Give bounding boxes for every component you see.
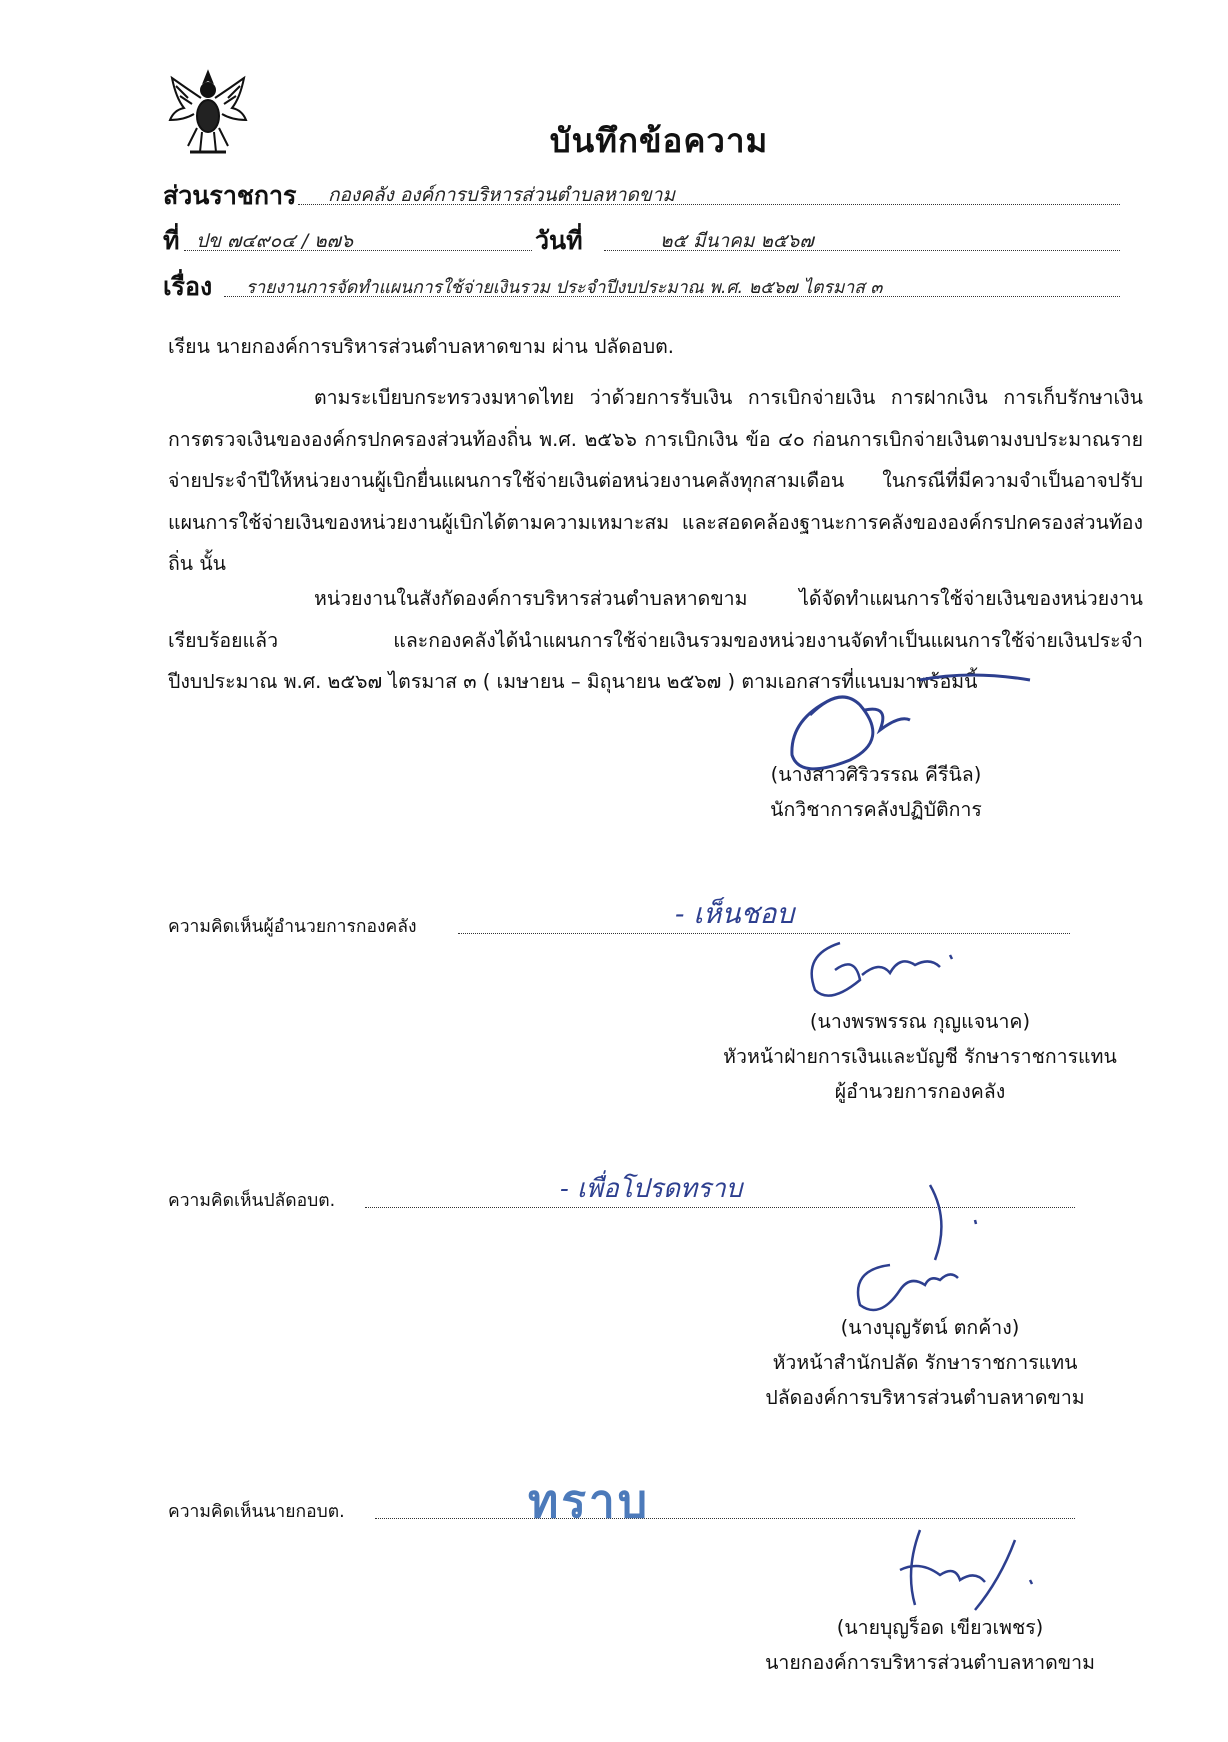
ref-label: ที่ bbox=[163, 226, 180, 255]
signer-2-name: (นางพรพรรณ กุญแจนาค) bbox=[809, 1010, 1031, 1033]
signer-3-name: (นางบุญรัตน์ ตกค้าง) bbox=[840, 1316, 1020, 1339]
subject-value: รายงานการจัดทำแผนการใช้จ่ายเงินรวม ประจำปีงบประมาณ พ.ศ. ๒๕๖๗ ไตรมาส ๓ bbox=[246, 278, 883, 298]
comment-3-dotted-line bbox=[375, 1518, 1075, 1519]
date-value: ๒๕ มีนาคม ๒๕๖๗ bbox=[660, 230, 814, 252]
comment-1-label: ความคิดเห็นผู้อำนวยการกองคลัง bbox=[168, 917, 417, 937]
document-title: บันทึกข้อความ bbox=[549, 121, 769, 160]
signer-4-name: (นายบุญร็อด เขียวเพชร) bbox=[836, 1616, 1044, 1639]
department-value: กองคลัง องค์การบริหารส่วนตำบลหาดขาม bbox=[328, 184, 675, 206]
signer-1-position: นักวิชาการคลังปฏิบัติการ bbox=[770, 798, 982, 821]
signature-2 bbox=[800, 935, 990, 1010]
signer-3-position-2: ปลัดองค์การบริหารส่วนตำบลหาดขาม bbox=[765, 1386, 1085, 1409]
department-label: ส่วนราชการ bbox=[163, 181, 297, 210]
subject-label: เรื่อง bbox=[163, 272, 213, 301]
ref-value: ปข ๗๔๙๐๔ / ๒๗๖ bbox=[196, 230, 354, 252]
salutation: เรียน นายกองค์การบริหารส่วนตำบลหาดขาม ผ่าน ปลัดอบต. bbox=[168, 335, 675, 358]
paragraph-1: ตามระเบียบกระทรวงมหาดไทย ว่าด้วยการรับเงิน การเบิกจ่ายเงิน การฝากเงิน การเก็บรักษาเงิน การตรวจเงินขององค์กรปกครองส่วนท้องถิ่น พ.ศ. ๒๕๖๖ การเบิกเงิน ข้อ ๔๐ ก่อนการเบิกจ่ายเงินตามงบประมาณรายจ่ายประจำปีให้หน่วยงานผู้เบิกยื่นแผนการใช้จ่ายเงินต่อหน่วยงานคลังทุกสามเดือน ในกรณีที่มีความจำเป็นอาจปรับแผนการใช้จ่ายเงินของหน่วยงานผู้เบิกได้ตามความเหมาะสม และสอดคล้องฐานะการคลังขององค์กรปกครองส่วนท้องถิ่น นั้น bbox=[168, 386, 1143, 575]
signature-3 bbox=[830, 1180, 1000, 1325]
comment-1-handwritten: - เห็นชอบ bbox=[675, 897, 795, 930]
signer-3-position-1: หัวหน้าสำนักปลัด รักษาราชการแทน bbox=[772, 1351, 1078, 1374]
signer-1-name: (นางสาวศิริวรรณ คีรีนิล) bbox=[770, 763, 982, 786]
signer-4-position: นายกองค์การบริหารส่วนตำบลหาดขาม bbox=[765, 1651, 1095, 1674]
acknowledged-stamp: ทราบ bbox=[528, 1474, 651, 1528]
comment-2-label: ความคิดเห็นปลัดอบต. bbox=[168, 1191, 336, 1211]
signer-2-position-1: หัวหน้าฝ่ายการเงินและบัญชี รักษาราชการแทน bbox=[723, 1045, 1117, 1068]
signature-4 bbox=[880, 1520, 1050, 1620]
comment-3-label: ความคิดเห็นนายกอบต. bbox=[168, 1502, 345, 1522]
paragraph-2: หน่วยงานในสังกัดองค์การบริหารส่วนตำบลหาดขาม ได้จัดทำแผนการใช้จ่ายเงินของหน่วยงานเรียบร้อยแล้ว และกองคลังได้นำแผนการใช้จ่ายเงินรวมของหน่วยงานจัดทำเป็นแผนการใช้จ่ายเงินประจำปีงบประมาณ พ.ศ. ๒๕๖๗ ไตรมาส ๓ ( เมษายน – มิถุนายน ๒๕๖๗ ) ตามเอกสารที่แนบมาพร้อมนี้ bbox=[168, 587, 1143, 693]
date-label: วันที่ bbox=[535, 226, 583, 255]
signer-2-position-2: ผู้อำนวยการกองคลัง bbox=[834, 1080, 1006, 1103]
comment-2-handwritten: - เพื่อโปรดทราบ bbox=[560, 1174, 743, 1204]
